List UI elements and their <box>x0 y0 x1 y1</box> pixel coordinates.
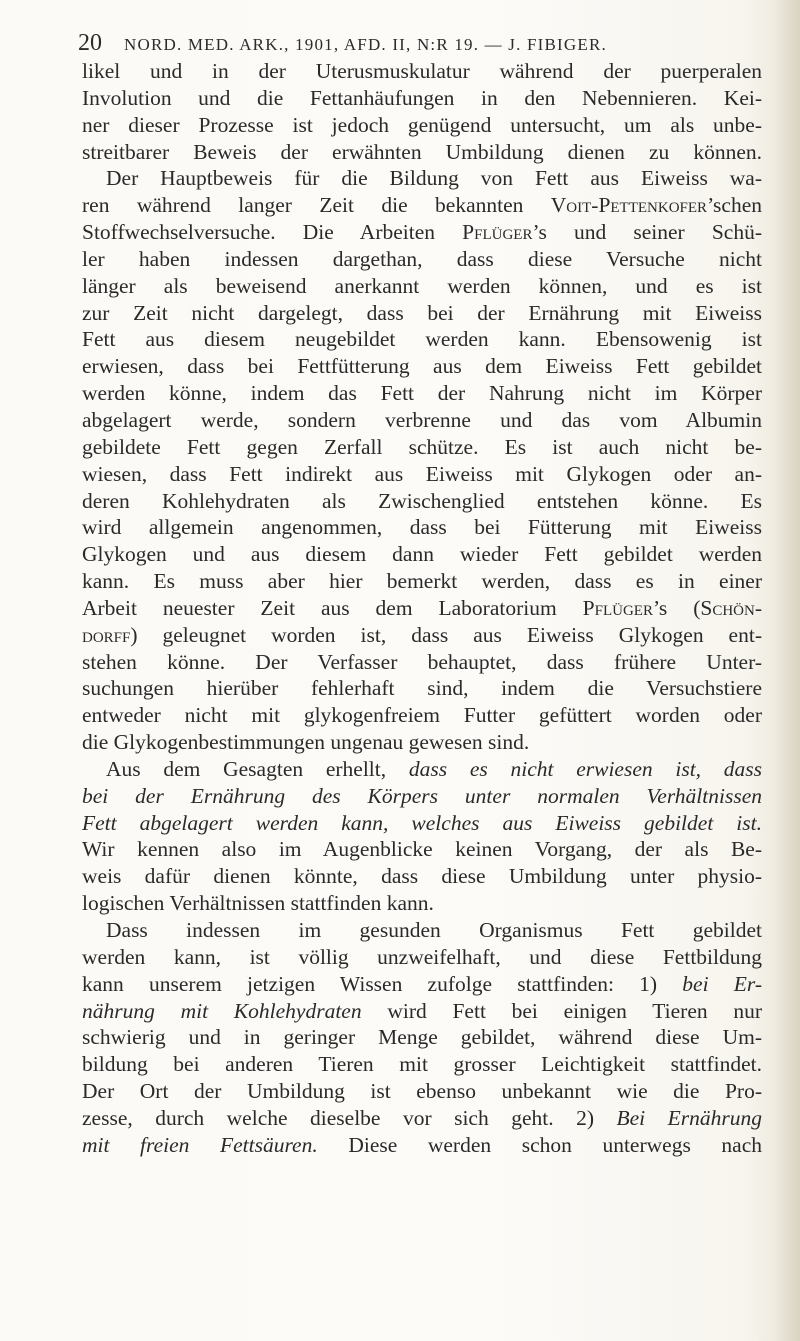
text-line <box>82 85 762 112</box>
small-caps-name: Voit-Pettenkofer <box>550 193 708 218</box>
text-segment: ’schen <box>707 193 762 218</box>
text-line <box>82 246 762 273</box>
text-line <box>82 541 762 568</box>
text-segment: Fett aus diesem neugebildet werden kann. Ebensowenig ist <box>82 327 762 352</box>
text-segment: Involution und die Fettanhäufungen in den Nebennieren. Kei- <box>82 85 762 110</box>
text-segment: schwierig und in geringer Menge gebildet, während diese Um- <box>82 1025 762 1050</box>
text-line <box>82 756 762 783</box>
text-segment: ren während langer Zeit die bekannten <box>82 193 551 218</box>
text-line <box>82 380 762 407</box>
text-segment: ler haben indessen dargethan, dass diese Versuche nicht <box>82 246 762 271</box>
text-line <box>82 1024 762 1051</box>
small-caps-name: Pflüger <box>462 220 533 245</box>
text-line <box>82 192 762 219</box>
text-line <box>82 783 762 810</box>
text-segment: ner dieser Prozesse ist jedoch genügend untersucht, um als unbe- <box>82 112 762 137</box>
text-segment: logischen Verhältnissen stattfinden kann. <box>82 891 434 916</box>
italic-text: nährung mit Kohlehydraten <box>82 998 362 1023</box>
text-segment: Der Ort der Umbildung ist ebenso unbekannt wie die Pro- <box>82 1079 762 1104</box>
text-line <box>82 649 762 676</box>
text-segment: ) geleugnet worden ist, dass aus Eiweiss Glykogen ent- <box>130 622 762 647</box>
text-line <box>82 675 762 702</box>
text-line <box>82 326 762 353</box>
text-line <box>82 917 762 944</box>
text-line <box>82 434 762 461</box>
italic-text: Bei Ernährung <box>616 1105 762 1130</box>
page-header <box>78 30 758 57</box>
text-segment: werden kann, ist völlig unzweifelhaft, und diese Fettbildung <box>82 944 762 969</box>
text-line <box>82 729 762 756</box>
text-segment: streitbarer Beweis der erwähnten Umbildung dienen zu können. <box>82 139 762 164</box>
text-line <box>82 622 762 649</box>
page-number: 20 <box>78 30 102 56</box>
text-line <box>82 810 762 837</box>
text-line <box>82 273 762 300</box>
italic-text: mit freien Fettsäuren. <box>82 1132 318 1157</box>
text-segment: weis dafür dienen könnte, dass diese Umbildung unter physio- <box>82 864 762 889</box>
text-segment: Der Hauptbeweis für die Bildung von Fett aus Eiweiss wa- <box>106 166 762 191</box>
text-line <box>82 1078 762 1105</box>
text-segment: zur Zeit nicht dargelegt, dass bei der Ernährung mit Eiweiss <box>82 300 762 325</box>
text-segment: kann. Es muss aber hier bemerkt werden, dass es in einer <box>82 569 762 594</box>
text-line <box>82 1051 762 1078</box>
small-caps-name: Schön- <box>700 595 763 620</box>
text-segment: stehen könne. Der Verfasser behauptet, dass frühere Unter- <box>82 649 762 674</box>
text-segment: gebildete Fett gegen Zerfall schütze. Es ist auch nicht be- <box>82 434 762 459</box>
text-line <box>82 139 762 166</box>
italic-text: bei Er- <box>682 971 763 996</box>
small-caps-name: dorff <box>82 622 131 647</box>
text-line <box>82 353 762 380</box>
text-line <box>82 595 762 622</box>
text-segment: länger als beweisend anerkannt werden können, und es ist <box>82 273 762 298</box>
text-segment: die Glykogenbestimmungen ungenau gewesen sind. <box>82 730 530 755</box>
text-line <box>82 407 762 434</box>
text-line <box>82 488 762 515</box>
text-line <box>82 863 762 890</box>
italic-text: Fett abgelagert werden kann, welches aus Eiweiss gebildet ist. <box>82 810 762 835</box>
text-line <box>82 300 762 327</box>
text-segment: kann unserem jetzigen Wissen zufolge stattfinden: 1) <box>82 971 683 996</box>
text-segment: Wir kennen also im Augenblicke keinen Vorgang, der als Be- <box>82 837 762 862</box>
text-line <box>82 1105 762 1132</box>
text-line <box>82 998 762 1025</box>
text-segment: Arbeit neuester Zeit aus dem Laboratorium <box>82 595 583 620</box>
text-line <box>82 219 762 246</box>
text-segment: Diese werden schon unterwegs nach <box>317 1132 762 1157</box>
text-segment: wiesen, dass Fett indirekt aus Eiweiss mit Glykogen oder an- <box>82 461 762 486</box>
page-edge-shadow <box>774 0 800 1341</box>
running-title: NORD. MED. ARK., 1901, AFD. II, N:R 19. — J. FIBIGER. <box>124 35 607 54</box>
text-line <box>82 1132 762 1159</box>
text-segment: entweder nicht mit glykogenfreiem Futter gefüttert worden oder <box>82 703 762 728</box>
text-line <box>82 944 762 971</box>
text-line <box>82 514 762 541</box>
text-segment: Glykogen und aus diesem dann wieder Fett gebildet werden <box>82 542 762 567</box>
text-segment: likel und in der Uterusmuskulatur während der puerperalen <box>82 59 762 83</box>
text-segment: Aus dem Gesagten erhellt, <box>106 756 409 781</box>
text-segment: werden könne, indem das Fett der Nahrung nicht im Körper <box>82 381 762 406</box>
text-line <box>82 112 762 139</box>
text-line <box>82 568 762 595</box>
text-line <box>82 890 762 917</box>
text-line <box>82 702 762 729</box>
text-segment: wird allgemein angenommen, dass bei Fütterung mit Eiweiss <box>82 515 762 540</box>
text-line <box>82 836 762 863</box>
text-segment: wird Fett bei einigen Tieren nur <box>361 998 762 1023</box>
text-segment: ’s ( <box>652 595 701 620</box>
text-segment: erwiesen, dass bei Fettfütterung aus dem Eiweiss Fett gebildet <box>82 354 762 379</box>
text-segment: abgelagert werde, sondern verbrenne und das vom Albumin <box>82 407 762 432</box>
text-segment: ’s und seiner Schü- <box>532 220 762 245</box>
italic-text: dass es nicht erwiesen ist, dass <box>408 756 763 781</box>
italic-text: bei der Ernährung des Körpers unter normalen Verhältnissen <box>82 783 762 808</box>
text-line <box>82 461 762 488</box>
text-line <box>82 971 762 998</box>
body-text <box>82 58 762 1159</box>
text-segment: Stoffwechselversuche. Die Arbeiten <box>82 220 463 245</box>
text-segment: zesse, durch welche dieselbe vor sich geht. 2) <box>82 1105 617 1130</box>
text-segment: suchungen hierüber fehlerhaft sind, indem die Versuchstiere <box>82 676 762 701</box>
text-segment: deren Kohlehydraten als Zwischenglied entstehen könne. Es <box>82 488 762 513</box>
text-line <box>82 58 762 85</box>
small-caps-name: Pflüger <box>582 595 653 620</box>
text-line <box>82 165 762 192</box>
text-segment: Dass indessen im gesunden Organismus Fett gebildet <box>106 918 762 942</box>
text-segment: bildung bei anderen Tieren mit grosser Leichtigkeit stattfindet. <box>82 1052 762 1077</box>
